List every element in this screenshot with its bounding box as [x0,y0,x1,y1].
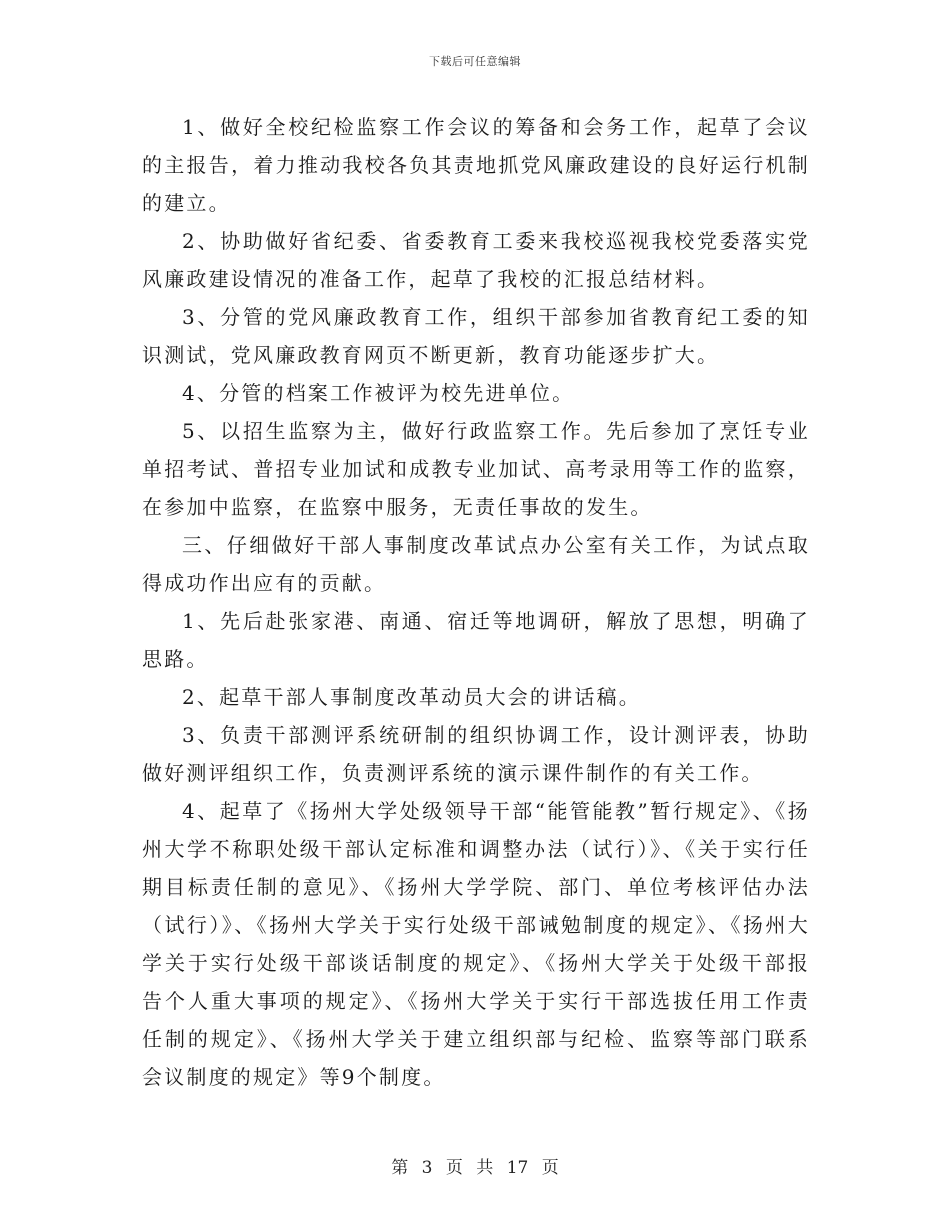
paragraph-item-3-education: 3、分管的党风廉政教育工作，组织干部参加省教育纪工委的知识测试，党风廉政教育网页不断更新，教育功能逐步扩大。 [142,305,810,367]
paragraph-item-2-speech: 2、起草干部人事制度改革动员大会的讲话稿。 [182,685,641,709]
page-header-note: 下载后可任意编辑 [429,55,521,68]
paragraph-item-3-evaluation: 3、负责干部测评系统研制的组织协调工作，设计测评表，协助做好测评组织工作，负责测评系统的演示课件制作的有关工作。 [142,723,810,785]
page-number-footer: 第 3 页 共 17 页 [391,1158,559,1178]
paragraph-item-1-meeting: 1、做好全校纪检监察工作会议的筹备和会务工作，起草了会议的主报告，着力推动我校各负其责地抓党风廉政建设的良好运行机制的建立。 [142,115,810,215]
paragraph-item-4-regulations: 4、起草了《扬州大学处级领导干部“能管能教”暂行规定》、《扬州大学不称职处级干部认定标准和调整办法（试行）》、《关于实行任期目标责任制的意见》、《扬州大学学院、部门、单位考核评估办法（试行）》、《扬州大学关于实行处级干部诫勉制度的规定》、《扬州大学关于实行处级干部谈话制度的规定》、《扬州大学关于处级干部报告个人重大事项的规定》、《扬州大学关于实行干部选拔任用工作责任制的规定》、《扬州大学关于建立组织部与纪检、监察等部门联系会议制度的规定》等9个制度。 [142,799,810,1089]
section-heading-three: 三、仔细做好干部人事制度改革试点办公室有关工作，为试点取得成功作出应有的贡献。 [142,533,810,595]
paragraph-item-2-inspection: 2、协助做好省纪委、省委教育工委来我校巡视我校党委落实党风廉政建设情况的准备工作，起草了我校的汇报总结材料。 [142,229,810,291]
paragraph-item-5-supervision: 5、以招生监察为主，做好行政监察工作。先后参加了烹饪专业单招考试、普招专业加试和成教专业加试、高考录用等工作的监察，在参加中监察，在监察中服务，无责任事故的发生。 [142,419,810,519]
document-body [142,108,810,1096]
paragraph-item-4-archives: 4、分管的档案工作被评为校先进单位。 [182,381,575,405]
paragraph-item-1-research: 1、先后赴张家港、南通、宿迁等地调研，解放了思想，明确了思路。 [142,609,810,671]
